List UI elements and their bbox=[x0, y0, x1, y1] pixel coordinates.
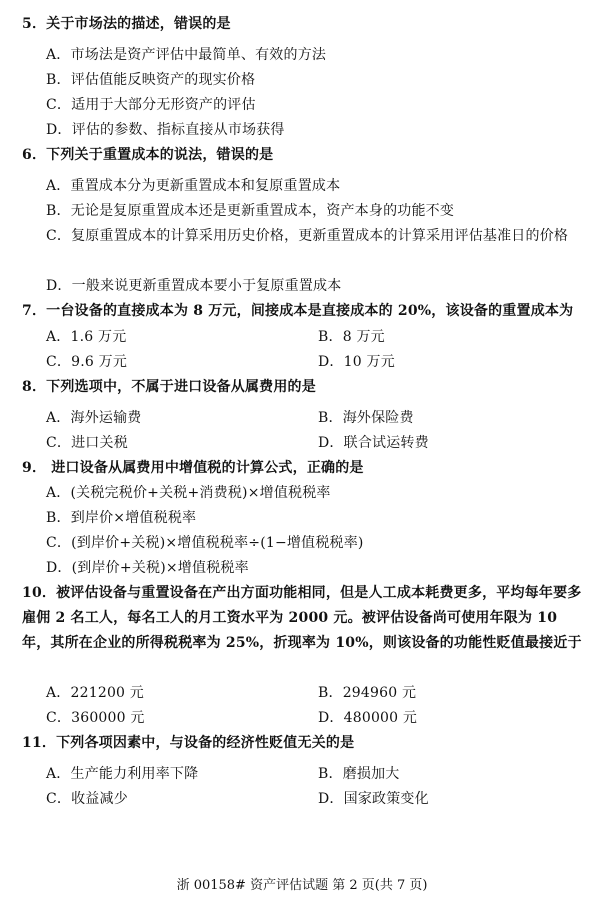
question-6-option-b: B．无论是复原重置成本还是更新重置成本，资产本身的功能不变 bbox=[46, 203, 455, 219]
question-9-option-a: A．(关税完税价+关税+消费税)×增值税税率 bbox=[46, 485, 331, 501]
question-7-option-c: C．9.6 万元 bbox=[46, 354, 128, 370]
question-11-option-a: A．生产能力利用率下降 bbox=[46, 766, 199, 782]
question-11-text: 11．下列各项因素中，与设备的经济性贬值无关的是 bbox=[22, 735, 355, 751]
question-9 bbox=[22, 456, 592, 481]
question-10-option-a: A．221200 元 bbox=[46, 685, 145, 701]
question-10-option-d: D．480000 元 bbox=[318, 710, 418, 726]
question-6-text: 6．下列关于重置成本的说法，错误的是 bbox=[22, 147, 274, 163]
question-11-option-b: B．磨损加大 bbox=[318, 766, 400, 782]
question-10 bbox=[22, 581, 588, 656]
question-9-option-c: C．(到岸价+关税)×增值税税率÷(1−增值税税率) bbox=[46, 535, 364, 551]
question-5-option-a: A．市场法是资产评估中最简单、有效的方法 bbox=[46, 47, 327, 63]
question-7-option-b: B．8 万元 bbox=[318, 329, 385, 345]
question-5-option-c: C．适用于大部分无形资产的评估 bbox=[46, 97, 256, 113]
question-5-text: 5．关于市场法的描述，错误的是 bbox=[22, 16, 231, 32]
question-11-option-c: C．收益减少 bbox=[46, 791, 128, 807]
question-6-option-c: C．复原重置成本的计算采用历史价格，更新重置成本的计算采用评估基准日的价格 bbox=[46, 228, 569, 244]
question-10-option-c: C．360000 元 bbox=[46, 710, 145, 726]
question-7-text: 7．一台设备的直接成本为 8 万元，间接成本是直接成本的 20%，该设备的重置成本为 bbox=[22, 303, 574, 319]
question-7-option-a: A．1.6 万元 bbox=[46, 329, 127, 345]
question-9-text: 9． 进口设备从属费用中增值税的计算公式，正确的是 bbox=[22, 460, 364, 476]
question-9-option-d: D．(到岸价+关税)×增值税税率 bbox=[46, 560, 249, 576]
question-11 bbox=[22, 731, 592, 756]
question-6-option-a: A．重置成本分为更新重置成本和复原重置成本 bbox=[46, 178, 341, 194]
question-5 bbox=[22, 12, 592, 37]
question-8-option-c: C．进口关税 bbox=[46, 435, 128, 451]
question-5-option-b: B．评估值能反映资产的现实价格 bbox=[46, 72, 256, 88]
question-10-option-b: B．294960 元 bbox=[318, 685, 417, 701]
question-7-option-d: D．10 万元 bbox=[318, 354, 395, 370]
question-6 bbox=[22, 143, 592, 168]
question-10-text: 10．被评估设备与重置设备在产出方面功能相同，但是人工成本耗费更多，平均每年要多雇佣 2 名工人，每名工人的月工资水平为 2000 元。被评估设备尚可使用年限为 10 年，其所在企业的所得税税率为 25%，折现率为 10%，则该设备的功能性贬值最接近于 bbox=[22, 585, 582, 651]
question-8 bbox=[22, 375, 592, 400]
question-11-option-d: D．国家政策变化 bbox=[318, 791, 429, 807]
question-8-option-b: B．海外保险费 bbox=[318, 410, 414, 426]
question-8-text: 8．下列选项中，不属于进口设备从属费用的是 bbox=[22, 379, 316, 395]
question-7 bbox=[22, 299, 592, 324]
question-9-option-b: B．到岸价×增值税税率 bbox=[46, 510, 197, 526]
question-5-option-d: D．评估的参数、指标直接从市场获得 bbox=[46, 122, 285, 138]
question-8-option-a: A．海外运输费 bbox=[46, 410, 142, 426]
question-6-option-d: D．一般来说更新重置成本要小于复原重置成本 bbox=[46, 278, 342, 294]
page-footer: 浙 00158# 资产评估试题 第 2 页(共 7 页) bbox=[176, 878, 428, 893]
question-8-option-d: D．联合试运转费 bbox=[318, 435, 429, 451]
